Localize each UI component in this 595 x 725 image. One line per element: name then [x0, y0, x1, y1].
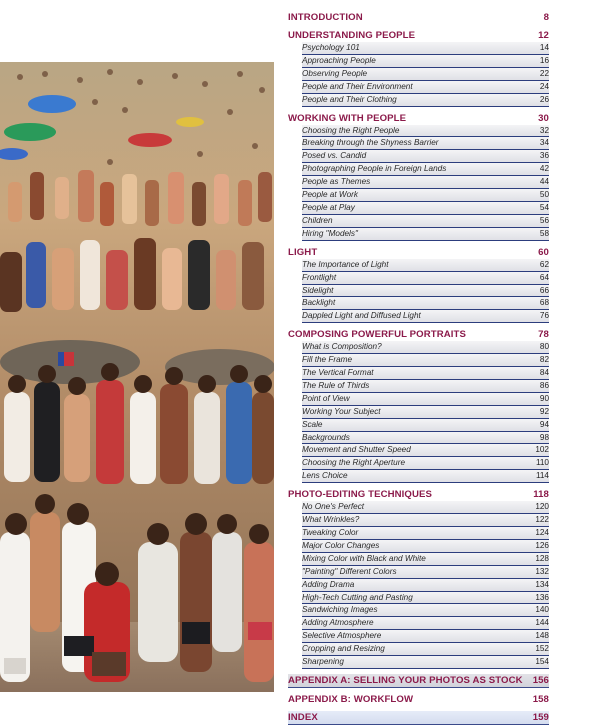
- section-title: WORKING WITH PEOPLE: [288, 112, 407, 124]
- toc-section-introduction[interactable]: [288, 11, 549, 24]
- toc-item[interactable]: [302, 259, 549, 272]
- item-title: Fill the Frame: [302, 355, 353, 365]
- toc-section-photo-editing[interactable]: [288, 488, 549, 501]
- item-title: Observing People: [302, 68, 368, 78]
- item-page: 134: [535, 579, 549, 589]
- toc-item[interactable]: [302, 514, 549, 527]
- toc-item[interactable]: [302, 393, 549, 406]
- item-page: 94: [539, 419, 549, 429]
- item-title: Frontlight: [302, 272, 337, 282]
- item-title: People and Their Clothing: [302, 94, 397, 104]
- toc-item[interactable]: [302, 189, 549, 202]
- item-title: People as Themes: [302, 177, 371, 187]
- item-title: People at Work: [302, 190, 358, 200]
- toc-item[interactable]: [302, 272, 549, 285]
- toc-section-working-with-people[interactable]: [288, 112, 549, 125]
- toc-section-appendix-b[interactable]: [288, 693, 549, 706]
- toc-item[interactable]: [302, 297, 549, 310]
- item-title: The Vertical Format: [302, 368, 374, 378]
- toc-item[interactable]: [302, 527, 549, 540]
- toc-item[interactable]: [302, 125, 549, 138]
- toc-item[interactable]: [302, 406, 549, 419]
- item-page: 24: [539, 81, 549, 91]
- section-page: 78: [538, 329, 549, 341]
- item-title: Photographing People in Foreign Lands: [302, 164, 447, 174]
- item-page: 56: [539, 215, 549, 225]
- section-page: 156: [532, 674, 549, 686]
- item-page: 68: [539, 298, 549, 308]
- item-page: 58: [539, 228, 549, 238]
- item-page: 36: [539, 151, 549, 161]
- toc-item[interactable]: [302, 176, 549, 189]
- item-title: Dappled Light and Diffused Light: [302, 311, 421, 321]
- toc-item[interactable]: [302, 501, 549, 514]
- toc-item[interactable]: [302, 604, 549, 617]
- item-title: Posed vs. Candid: [302, 151, 367, 161]
- toc-item[interactable]: [302, 228, 549, 241]
- item-page: 136: [535, 592, 549, 602]
- section-page: 118: [533, 489, 549, 501]
- toc-item[interactable]: [302, 354, 549, 367]
- item-page: 34: [539, 138, 549, 148]
- toc-item[interactable]: [302, 285, 549, 298]
- section-page: 30: [538, 112, 549, 124]
- section-page: 158: [532, 693, 549, 705]
- item-title: Major Color Changes: [302, 540, 380, 550]
- item-title: People at Play: [302, 202, 355, 212]
- item-page: 22: [539, 68, 549, 78]
- item-page: 76: [539, 311, 549, 321]
- toc-item[interactable]: [302, 470, 549, 483]
- toc-item[interactable]: [302, 215, 549, 228]
- section-page: 12: [538, 30, 549, 41]
- item-title: Backlight: [302, 298, 336, 308]
- item-title: High-Tech Cutting and Pasting: [302, 592, 413, 602]
- toc-item[interactable]: [302, 592, 549, 605]
- item-page: 62: [539, 259, 549, 269]
- beach-crowd-photo: [0, 62, 274, 692]
- item-page: 144: [535, 618, 549, 628]
- section-title: LIGHT: [288, 246, 318, 258]
- item-page: 154: [535, 657, 549, 667]
- toc-item[interactable]: [302, 42, 549, 55]
- item-title: Hiring "Models": [302, 228, 358, 238]
- item-title: Choosing the Right People: [302, 125, 400, 135]
- item-page: 54: [539, 202, 549, 212]
- section-page: 159: [532, 711, 549, 723]
- section-title: COMPOSING POWERFUL PORTRAITS: [288, 329, 466, 341]
- item-page: 66: [539, 285, 549, 295]
- item-title: Children: [302, 215, 333, 225]
- section-title: PHOTO-EDITING TECHNIQUES: [288, 489, 433, 501]
- item-page: 32: [539, 125, 549, 135]
- toc-section-index[interactable]: [288, 711, 549, 725]
- item-page: 16: [539, 55, 549, 65]
- toc-item[interactable]: [302, 540, 549, 553]
- item-title: What Wrinkles?: [302, 515, 360, 525]
- item-title: Cropping and Resizing: [302, 644, 385, 654]
- item-page: 120: [535, 502, 549, 512]
- item-page: 50: [539, 190, 549, 200]
- toc-item[interactable]: [302, 310, 549, 323]
- toc-section-appendix-a[interactable]: [288, 674, 549, 688]
- item-title: Breaking through the Shyness Barrier: [302, 138, 439, 148]
- item-title: Adding Drama: [302, 579, 355, 589]
- toc-item[interactable]: [302, 150, 549, 163]
- section-title: INTRODUCTION: [288, 12, 363, 23]
- toc-item[interactable]: [302, 380, 549, 393]
- toc-item[interactable]: [302, 367, 549, 380]
- item-page: 86: [539, 380, 549, 390]
- item-title: Point of View: [302, 393, 350, 403]
- item-page: 82: [539, 355, 549, 365]
- toc-item[interactable]: [302, 163, 549, 176]
- item-title: Lens Choice: [302, 471, 348, 481]
- toc-item[interactable]: [302, 457, 549, 470]
- toc-item[interactable]: [302, 630, 549, 643]
- toc-item[interactable]: [302, 94, 549, 107]
- item-title: Psychology 101: [302, 43, 360, 52]
- item-page: 64: [539, 272, 549, 282]
- item-title: Scale: [302, 419, 323, 429]
- toc-item[interactable]: [302, 419, 549, 432]
- item-title: Mixing Color with Black and White: [302, 553, 426, 563]
- item-page: 42: [539, 164, 549, 174]
- item-title: "Painting" Different Colors: [302, 566, 397, 576]
- item-page: 14: [539, 43, 549, 52]
- item-page: 148: [535, 631, 549, 641]
- toc-section-composing-portraits[interactable]: [288, 328, 549, 341]
- table-of-contents: [288, 11, 549, 725]
- item-title: Movement and Shutter Speed: [302, 445, 411, 455]
- toc-item[interactable]: [302, 566, 549, 579]
- toc-item[interactable]: [302, 137, 549, 150]
- item-title: Sandwiching Images: [302, 605, 378, 615]
- toc-item[interactable]: [302, 202, 549, 215]
- item-title: People and Their Environment: [302, 81, 413, 91]
- item-page: 114: [535, 471, 549, 481]
- item-page: 92: [539, 406, 549, 416]
- item-page: 122: [535, 515, 549, 525]
- item-title: The Rule of Thirds: [302, 380, 370, 390]
- item-page: 124: [535, 528, 549, 537]
- item-page: 80: [539, 342, 549, 352]
- item-title: No One's Perfect: [302, 502, 365, 512]
- item-title: Adding Atmosphere: [302, 618, 374, 628]
- toc-item[interactable]: [302, 68, 549, 81]
- item-page: 84: [539, 368, 549, 378]
- item-title: Tweaking Color: [302, 528, 359, 537]
- item-page: 102: [535, 445, 549, 455]
- section-title: APPENDIX B: WORKFLOW: [288, 693, 414, 705]
- toc-item[interactable]: [302, 579, 549, 592]
- item-page: 110: [535, 458, 549, 468]
- toc-item[interactable]: [302, 341, 549, 354]
- item-page: 152: [535, 644, 549, 654]
- item-page: 132: [535, 566, 549, 576]
- section-title: UNDERSTANDING PEOPLE: [288, 30, 416, 41]
- toc-item[interactable]: [302, 444, 549, 457]
- item-page: 98: [539, 432, 549, 442]
- toc-section-understanding-people[interactable]: [288, 29, 549, 42]
- item-page: 26: [539, 94, 549, 104]
- item-page: 44: [539, 177, 549, 187]
- section-title: INDEX: [288, 711, 318, 723]
- item-title: Selective Atmosphere: [302, 631, 382, 641]
- section-page: 60: [538, 246, 549, 258]
- item-page: 140: [535, 605, 549, 615]
- toc-section-light[interactable]: [288, 246, 549, 259]
- toc-item[interactable]: [302, 656, 549, 669]
- toc-item[interactable]: [302, 617, 549, 630]
- section-page: 8: [543, 12, 549, 23]
- toc-item[interactable]: [302, 643, 549, 656]
- item-title: Backgrounds: [302, 432, 350, 442]
- toc-item[interactable]: [302, 55, 549, 68]
- item-title: Sidelight: [302, 285, 334, 295]
- item-title: Approaching People: [302, 55, 376, 65]
- item-title: Working Your Subject: [302, 406, 381, 416]
- beach-crowd-image: [0, 62, 274, 692]
- item-title: Choosing the Right Aperture: [302, 458, 406, 468]
- item-title: What is Composition?: [302, 342, 382, 352]
- toc-item[interactable]: [302, 81, 549, 94]
- item-title: The Importance of Light: [302, 259, 389, 269]
- toc-item[interactable]: [302, 553, 549, 566]
- item-page: 128: [535, 553, 549, 563]
- item-title: Sharpening: [302, 657, 344, 667]
- item-page: 126: [535, 540, 549, 550]
- item-page: 90: [539, 393, 549, 403]
- toc-item[interactable]: [302, 432, 549, 445]
- section-title: APPENDIX A: SELLING YOUR PHOTOS AS STOCK: [288, 674, 523, 686]
